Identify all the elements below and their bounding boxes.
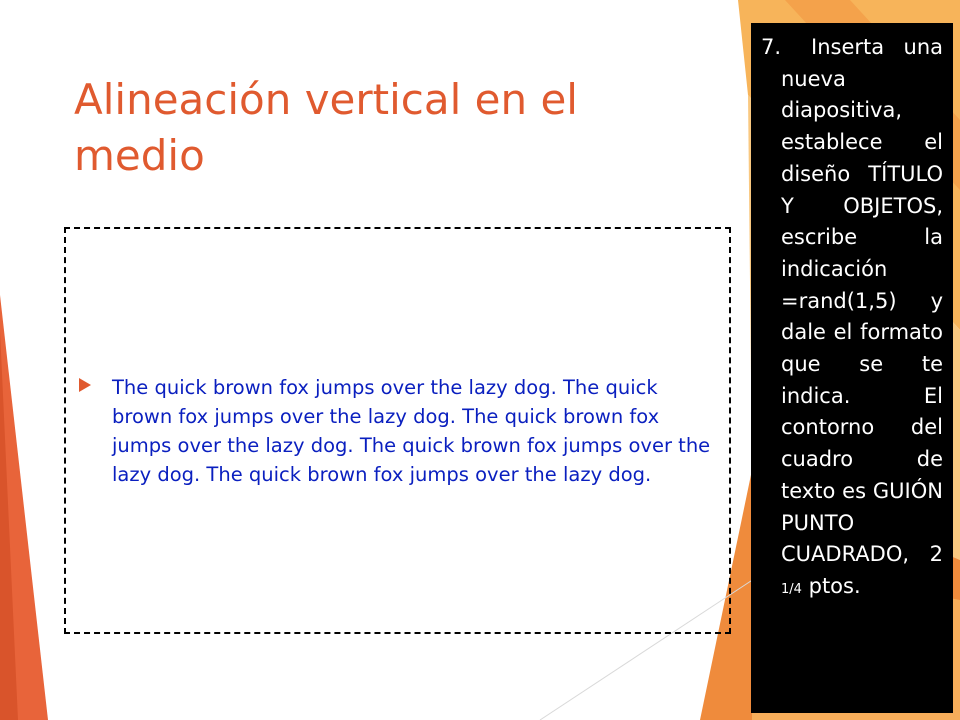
- instruction-unit: ptos.: [808, 573, 861, 598]
- instruction-box[interactable]: [751, 23, 953, 713]
- instruction-number: 7.: [761, 35, 782, 59]
- instruction-fraction: 1/4: [781, 581, 802, 597]
- slide-title[interactable]: Alineación vertical en el medio: [74, 75, 578, 180]
- body-text[interactable]: The quick brown fox jumps over the lazy dog. The quick brown fox jumps over the lazy dog. The quick brown fox jumps over the lazy dog. The quick brown fox jumps over the lazy dog. The quick brown fox jumps over the lazy dog.: [112, 375, 711, 486]
- content-placeholder[interactable]: [64, 227, 731, 634]
- triangle-bullet-icon: [79, 378, 91, 392]
- instruction-main-text: Inserta una nueva diapositiva, establece el diseño TÍTULO Y OBJETOS, escribe la indicación =rand(1,5) y dale el formato que se te indica. El contorno del cuadro de texto es GUIÓN PUNTO CUADRADO, 2: [781, 35, 943, 567]
- bullet-item: [66, 373, 729, 489]
- instruction-text: [781, 32, 943, 606]
